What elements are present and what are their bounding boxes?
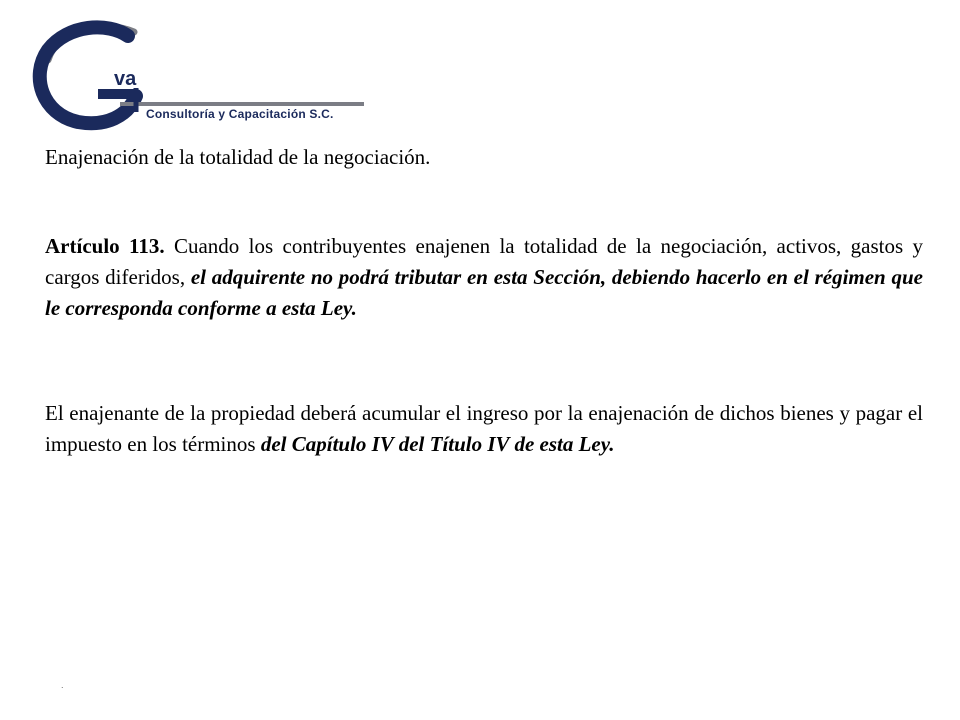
article-paragraph: [45, 231, 923, 324]
second-paragraph: [45, 398, 923, 460]
footer-mark: .: [61, 680, 64, 690]
second-paragraph-emphasis: del Capítulo IV del Título IV de esta Ley.: [260, 432, 615, 456]
article-emphasis: el adquirente no podrá tributar en esta Sección, debiendo hacerlo en el régimen que le corresponda conforme a esta Ley.: [45, 265, 923, 320]
section-heading: Enajenación de la totalidad de la negociación.: [45, 145, 431, 169]
article-text: Cuando los contribuyentes enajenen la totalidad de la negociación, activos, gastos y cargos diferidos,: [45, 234, 923, 289]
article-label: Artículo 113.: [45, 234, 165, 258]
logo-tagline: Consultoría y Capacitación S.C.: [146, 107, 334, 121]
logo-letters: va: [114, 68, 137, 90]
second-paragraph-text: El enajenante de la propiedad deberá acumular el ingreso por la enajenación de dichos bienes y pagar el impuesto en los términos: [45, 401, 923, 456]
company-logo: [28, 14, 368, 132]
